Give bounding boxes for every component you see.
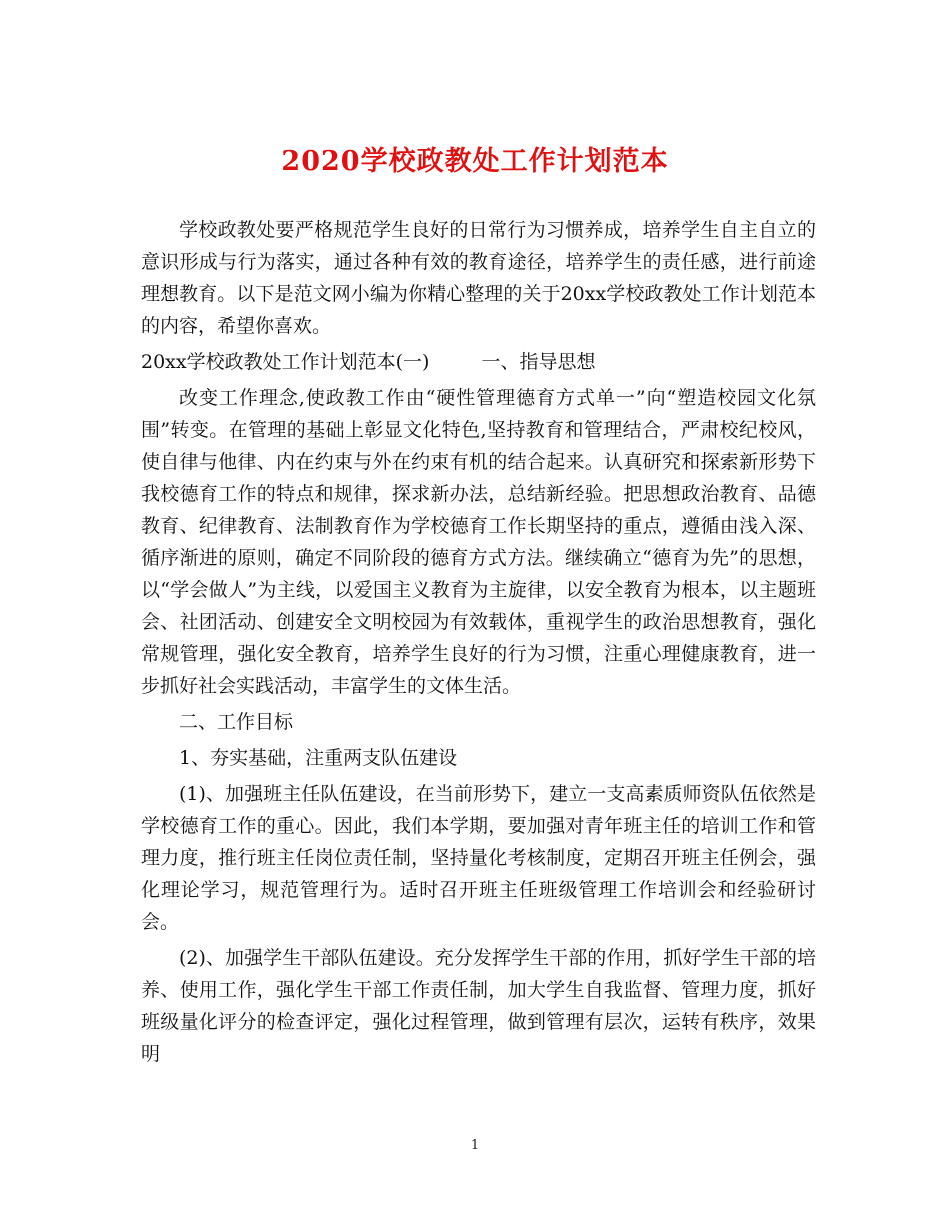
- section1-paragraph: 改变工作理念,使政教工作由“硬性管理德育方式单一”向“塑造校园文化氛围”转变。在管理的基础上彰显文化特色,坚持教育和管理结合，严肃校纪校风，使自律与他律、内在约束与外在约束有机的结合起来。认真研究和探索新形势下我校德育工作的特点和规律，探求新办法，总结新经验。把思想政治教育、品德教育、纪律教育、法制教育作为学校德育工作长期坚持的重点，遵循由浅入深、循序渐进的原则，确定不同阶段的德育方式方法。继续确立“德育为先”的思想，以“学会做人”为主线，以爱国主义教育为主旋律，以安全教育为根本，以主题班会、社团活动、创建安全文明校园为有效载体，重视学生的政治思想教育，强化常规管理，强化安全教育，培养学生良好的行为习惯，注重心理健康教育，进一步抓好社会实践活动，丰富学生的文体生活。: [141, 387, 816, 697]
- document-body: [141, 214, 816, 1070]
- document-title: 2020学校政教处工作计划范本: [281, 146, 669, 177]
- page-number: 1: [470, 1138, 480, 1153]
- item1-heading: 1、夯实基础，注重两支队伍建设: [179, 747, 458, 769]
- intro-paragraph: 学校政教处要严格规范学生良好的日常行为习惯养成，培养学生自主自立的意识形成与行为落实，通过各种有效的教育途径，培养学生的责任感，进行前途理想教育。以下是范文网小编为你精心整理的关于20xx学校政教处工作计划范本的内容，希望你喜欢。: [141, 219, 816, 337]
- item1-sub1-paragraph: (1)、加强班主任队伍建设，在当前形势下，建立一支高素质师资队伍依然是学校德育工作的重心。因此，我们本学期，要加强对青年班主任的培训工作和管理力度，推行班主任岗位责任制，坚持量化考核制度，定期召开班主任例会，强化理论学习，规范管理行为。适时召开班主任班级管理工作培训会和经验研讨会。: [141, 783, 816, 933]
- plan-heading-line: [141, 346, 816, 378]
- item1-sub2-paragraph: (2)、加强学生干部队伍建设。充分发挥学生干部的作用，抓好学生干部的培养、使用工作，强化学生干部工作责任制，加大学生自我监督、管理力度，抓好班级量化评分的检查评定，强化过程管理，做到管理有层次，运转有秩序，效果明: [141, 947, 816, 1065]
- section1-heading: 一、指导思想: [481, 351, 596, 373]
- section2-heading: 二、工作目标: [179, 711, 294, 733]
- plan-subtitle: 20xx学校政教处工作计划范本(一): [141, 351, 430, 373]
